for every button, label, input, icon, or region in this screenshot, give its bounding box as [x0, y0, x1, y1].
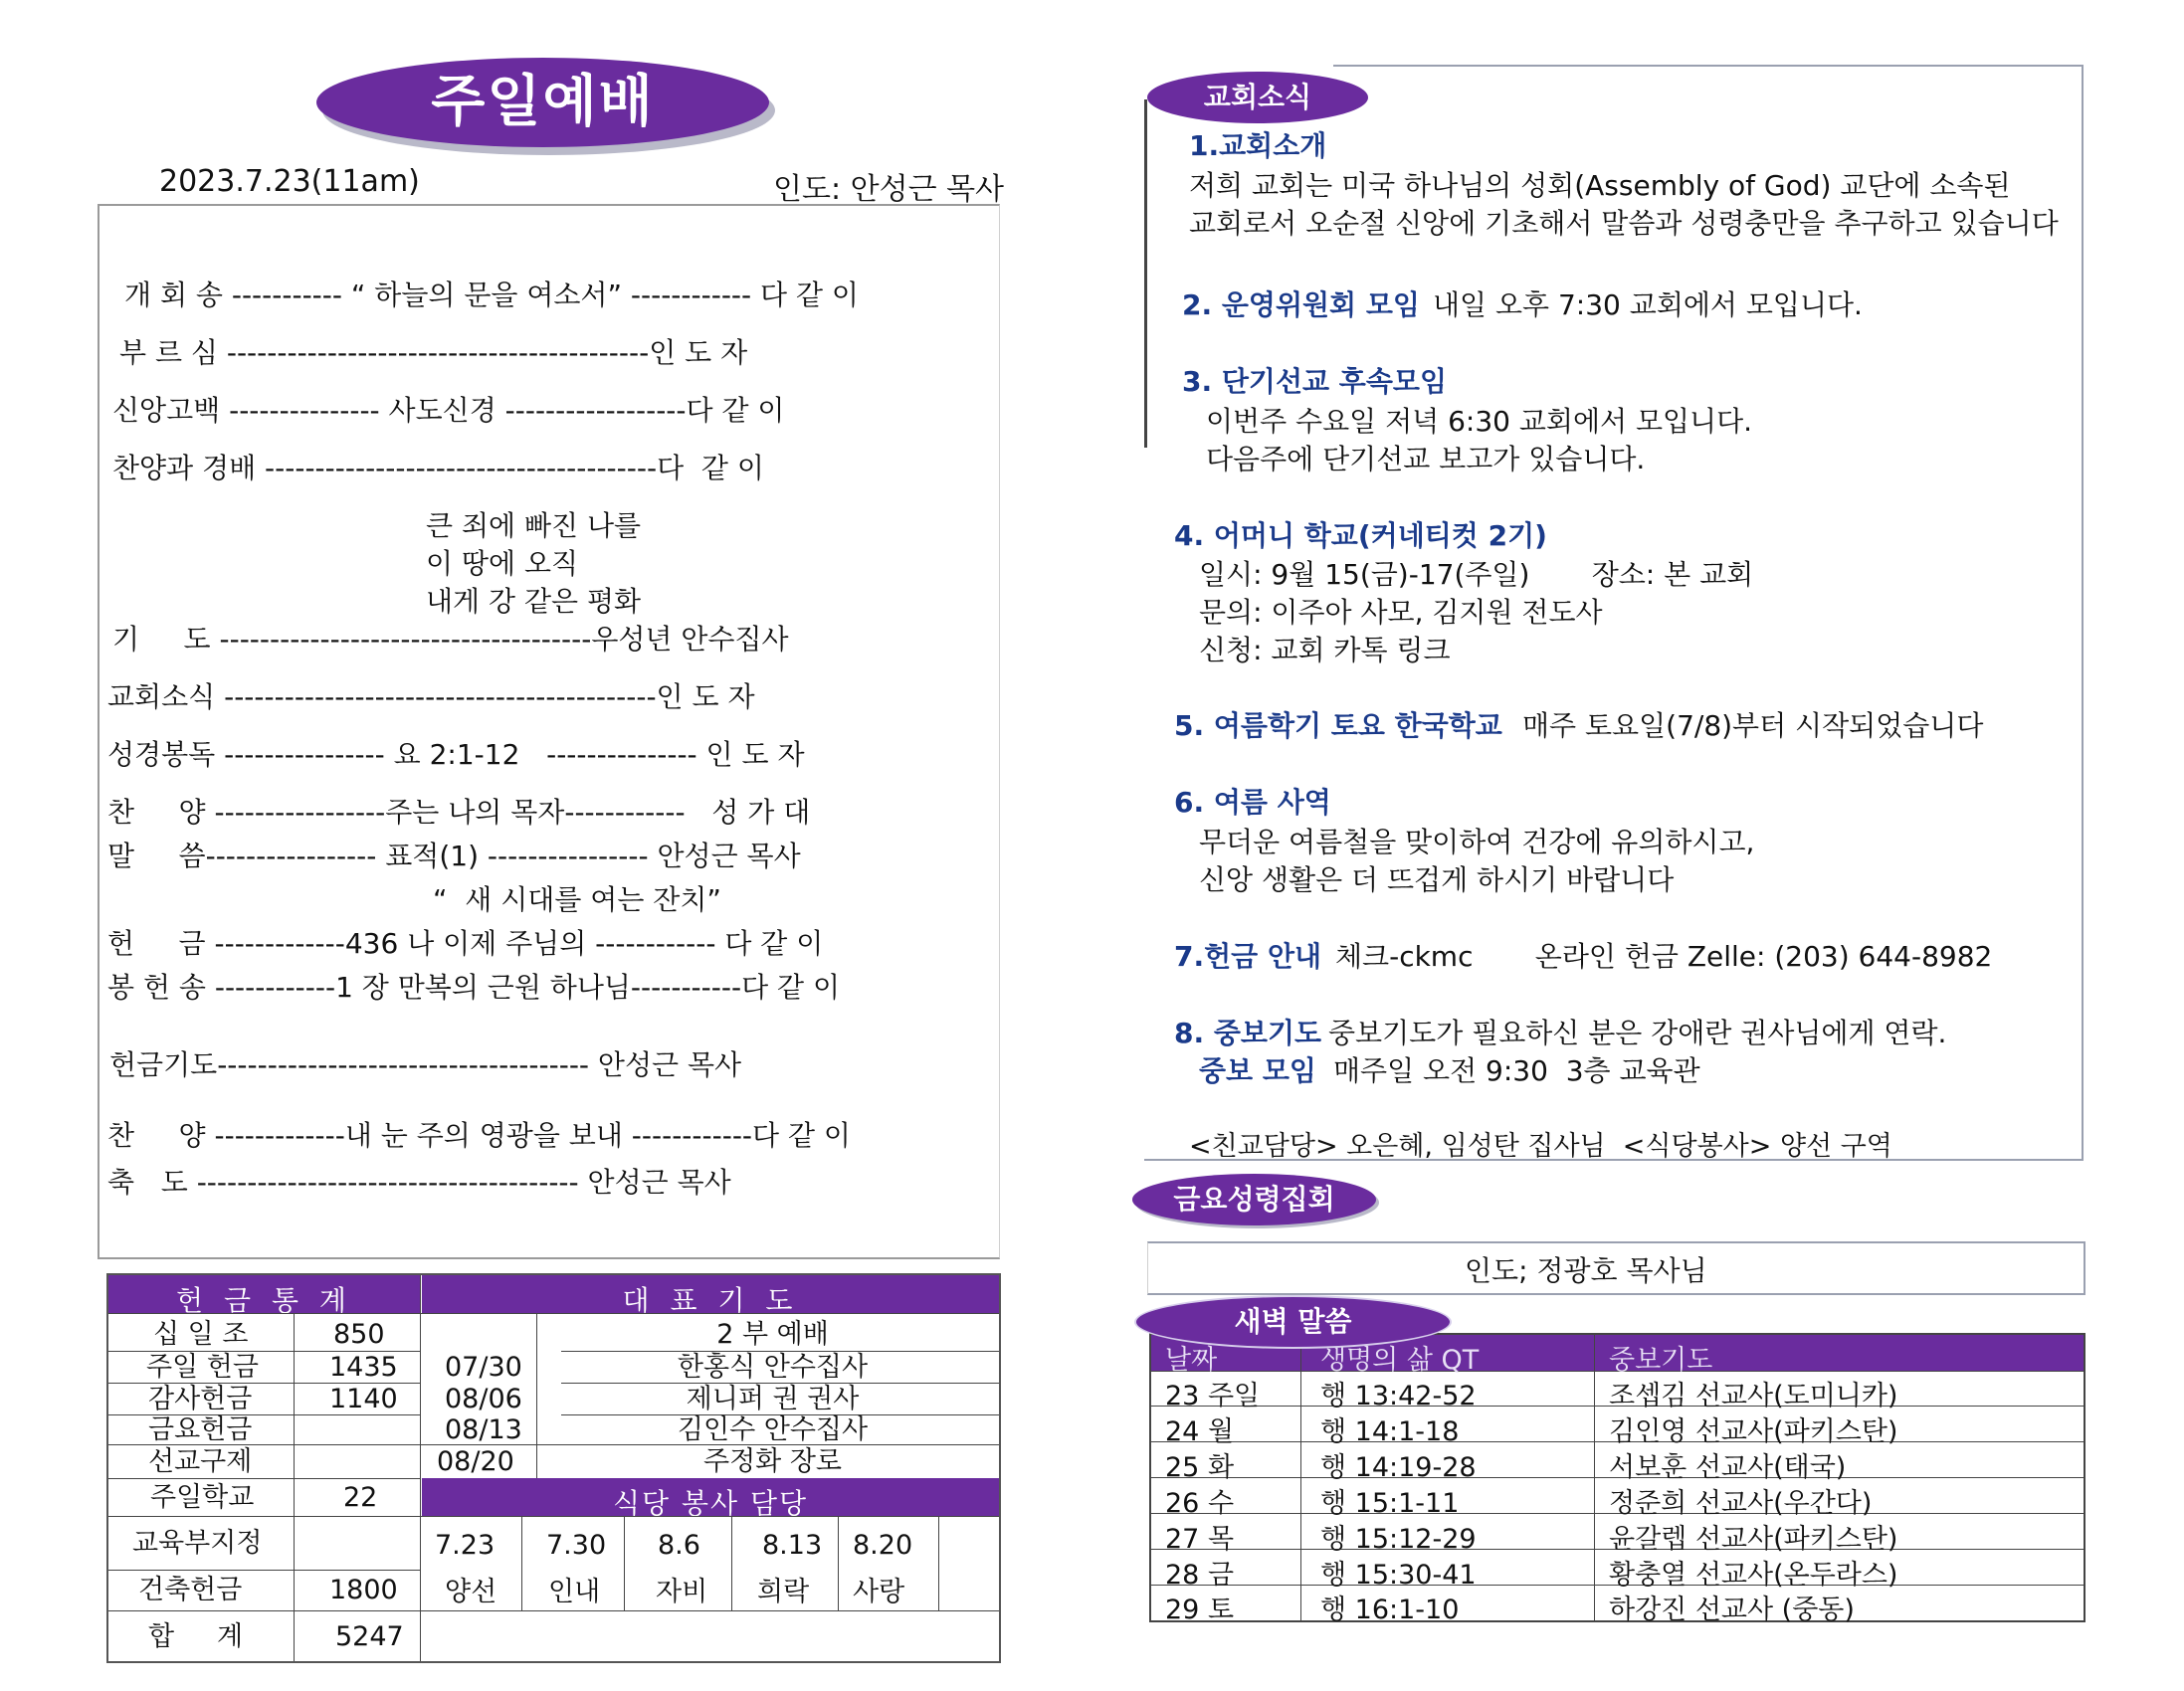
order-item: 말 씀----------------- 표적(1) ---------------- 안성근 목사: [107, 840, 801, 872]
dawn-title: 새벽 말씀: [1134, 1295, 1452, 1349]
news-heading: 7.헌금 안내: [1174, 940, 1322, 973]
page-title: 주일예배: [431, 70, 655, 134]
offering-total-label: 합 계: [148, 1621, 244, 1652]
friday-title: 금요성령집회: [1132, 1174, 1376, 1225]
lyric-line: 큰 죄에 빠진 나를: [426, 509, 642, 542]
dawn-qt: 행 15:12-29: [1320, 1524, 1477, 1555]
news-text: 교회로서 오순절 신앙에 기초해서 말씀과 성령충만을 추구하고 있습니다: [1189, 207, 2059, 240]
dawn-day: 24 월: [1165, 1416, 1235, 1447]
prayer-name: 한홍식 안수집사: [677, 1352, 869, 1383]
offering-value: 1140: [329, 1384, 398, 1414]
news-heading: 1.교회소개: [1189, 129, 1327, 162]
news-text: 매주일 오전 9:30 3층 교육관: [1333, 1054, 1700, 1087]
kitchen-group: 사랑: [853, 1577, 905, 1607]
kitchen-date: 8.20: [853, 1530, 913, 1561]
dawn-prayer: 서보훈 선교사(태국): [1609, 1452, 1847, 1483]
news-text: 일시: 9월 15(금)-17(주일) 장소: 본 교회: [1199, 558, 1754, 591]
news-heading: 6. 여름 사역: [1174, 786, 1331, 819]
order-item: 찬 양 -------------내 눈 주의 영광을 보내 ------------다 같 이: [107, 1119, 851, 1152]
kitchen-group: 인내: [548, 1577, 601, 1607]
order-item: 개 회 송 ----------- “ 하늘의 문을 여소서” ------------ 다 같 이: [124, 279, 859, 311]
news-text: 내일 오후 7:30 교회에서 모입니다.: [1433, 288, 1863, 321]
offering-label: 교육부지정: [132, 1528, 263, 1559]
dawn-qt: 행 13:42-52: [1320, 1381, 1477, 1411]
news-text: 무더운 여름철을 맞이하여 건강에 유의하시고,: [1199, 826, 1755, 858]
lyric-line: 이 땅에 오직: [426, 547, 579, 580]
dawn-qt: 행 14:19-28: [1320, 1452, 1477, 1483]
dawn-day: 23 주일: [1165, 1381, 1261, 1411]
offering-label: 금요헌금: [148, 1414, 253, 1445]
news-text: 다음주에 단기선교 보고가 있습니다.: [1206, 443, 1646, 475]
dawn-header: 생명의 삶 QT: [1320, 1345, 1480, 1376]
prayer-name: 주정화 장로: [703, 1446, 842, 1477]
dawn-header: 중보기도: [1609, 1345, 1713, 1376]
duty-line: <친교담당> 오은혜, 임성탄 집사님 <식당봉사> 양선 구역: [1189, 1131, 1892, 1162]
news-text: 저희 교회는 미국 하나님의 성회(Assembly of God) 교단에 소속된: [1189, 169, 2011, 202]
kitchen-group: 양선: [445, 1577, 497, 1607]
friday-leader: 인도; 정광호 목사님: [1465, 1254, 1707, 1287]
kitchen-group: 희락: [757, 1577, 810, 1607]
offering-label: 십 일 조: [153, 1319, 249, 1350]
dawn-prayer: 윤갈렙 선교사(파키스탄): [1609, 1524, 1898, 1555]
prayer-name: 제니퍼 권 권사: [686, 1384, 860, 1414]
offering-header: 헌 금 통 계: [176, 1284, 352, 1317]
kitchen-group: 자비: [656, 1577, 708, 1607]
news-heading: 3. 단기선교 후속모임: [1182, 365, 1448, 398]
order-item: 축 도 -------------------------------------- 안성근 목사: [107, 1166, 731, 1199]
kitchen-date: 7.30: [546, 1530, 607, 1561]
kitchen-date: 8.6: [658, 1530, 700, 1561]
offering-label: 건축헌금: [138, 1575, 243, 1605]
dawn-prayer: 황충열 선교사(온두라스): [1609, 1560, 1898, 1591]
news-text: 신청: 교회 카톡 링크: [1199, 634, 1451, 666]
news-text: 체크-ckmc 온라인 헌금 Zelle: (203) 644-8982: [1335, 940, 1993, 973]
news-text: 이번주 수요일 저녁 6:30 교회에서 모입니다.: [1206, 405, 1753, 438]
offering-label: 주일 헌금: [146, 1352, 259, 1383]
dawn-qt: 행 14:1-18: [1320, 1416, 1460, 1447]
order-item: 찬양과 경배 ---------------------------------------다 같 이: [112, 452, 764, 484]
news-text: 매주 토요일(7/8)부터 시작되었습니다: [1522, 709, 1984, 742]
dawn-day: 25 화: [1165, 1452, 1235, 1483]
news-text: 신앙 생활은 더 뜨겁게 하시기 바랍니다: [1199, 863, 1675, 896]
service-leader: 인도: 안성근 목사: [773, 172, 1005, 207]
prayer-date: 07/30: [445, 1352, 522, 1383]
dawn-qt: 행 16:1-10: [1320, 1595, 1460, 1625]
news-heading: 4. 어머니 학교(커네티컷 2기): [1174, 519, 1547, 552]
offering-value: 22: [343, 1482, 378, 1513]
prayer-service: 2 부 예배: [716, 1319, 829, 1350]
prayer-date: 08/20: [437, 1446, 514, 1477]
offering-label: 선교구제: [148, 1446, 253, 1477]
dawn-header: 날짜: [1165, 1345, 1218, 1376]
offering-value: 1435: [329, 1352, 398, 1383]
dawn-prayer: 하강진 선교사 (중동): [1609, 1595, 1855, 1625]
news-text: 중보기도가 필요하신 분은 강애란 권사님에게 연락.: [1328, 1017, 1947, 1049]
sermon-title: “ 새 시대를 여는 잔치”: [433, 883, 721, 916]
kitchen-date: 7.23: [435, 1530, 496, 1561]
order-item: 교회소식 -------------------------------------------인 도 자: [107, 680, 755, 713]
prayer-date: 08/06: [445, 1384, 522, 1414]
dawn-qt: 행 15:30-41: [1320, 1560, 1477, 1591]
order-item: 신앙고백 --------------- 사도신경 ------------------다 같 이: [112, 394, 785, 427]
dawn-schedule-table: [1149, 1333, 2085, 1625]
news-title: 교회소식: [1147, 72, 1368, 123]
news-heading: 중보 모임: [1199, 1054, 1316, 1087]
dawn-qt: 행 15:1-11: [1320, 1488, 1460, 1519]
offering-label: 감사헌금: [148, 1384, 253, 1414]
dawn-prayer: 조셉김 선교사(도미니카): [1609, 1381, 1898, 1411]
service-date: 2023.7.23(11am): [159, 164, 420, 199]
kitchen-header: 식당 봉사 담당: [612, 1487, 809, 1520]
dawn-prayer: 김인영 선교사(파키스탄): [1609, 1416, 1898, 1447]
order-item: 찬 양 -----------------주는 나의 목자------------ 성 가 대: [107, 796, 811, 829]
dawn-day: 26 수: [1165, 1488, 1235, 1519]
order-item: 헌금기도------------------------------------- 안성근 목사: [109, 1048, 742, 1081]
prayer-date: 08/13: [445, 1414, 522, 1445]
news-heading: 8. 중보기도: [1174, 1017, 1322, 1049]
order-item: 기 도 -------------------------------------우성년 안수집사: [112, 623, 789, 656]
dawn-day: 28 금: [1165, 1560, 1235, 1591]
prayer-name: 김인수 안수집사: [677, 1414, 869, 1445]
prayer-header: 대 표 기 도: [622, 1284, 799, 1317]
dawn-prayer: 정준희 선교사(우간다): [1609, 1488, 1873, 1519]
offering-total-value: 5247: [335, 1621, 404, 1652]
news-heading: 5. 여름학기 토요 한국학교: [1174, 709, 1502, 742]
order-item: 헌 금 -------------436 나 이제 주님의 ------------ 다 같 이: [107, 927, 824, 960]
news-heading: 2. 운영위원회 모임: [1182, 288, 1420, 321]
order-item: 부 르 심 ------------------------------------------인 도 자: [119, 336, 748, 369]
kitchen-date: 8.13: [762, 1530, 823, 1561]
offering-label: 주일학교: [150, 1482, 255, 1513]
offering-prayer-table: [106, 1273, 1001, 1663]
dawn-day: 27 목: [1165, 1524, 1235, 1555]
order-item: 성경봉독 ---------------- 요 2:1-12 --------------- 인 도 자: [107, 738, 805, 771]
order-item: 봉 헌 송 ------------1 장 만복의 근원 하나님-----------다 같 이: [107, 971, 841, 1004]
lyric-line: 내게 강 같은 평화: [426, 585, 642, 618]
offering-value: 1800: [329, 1575, 398, 1605]
offering-value: 850: [333, 1319, 385, 1350]
news-text: 문의: 이주아 사모, 김지원 전도사: [1199, 596, 1603, 629]
dawn-day: 29 토: [1165, 1595, 1235, 1625]
